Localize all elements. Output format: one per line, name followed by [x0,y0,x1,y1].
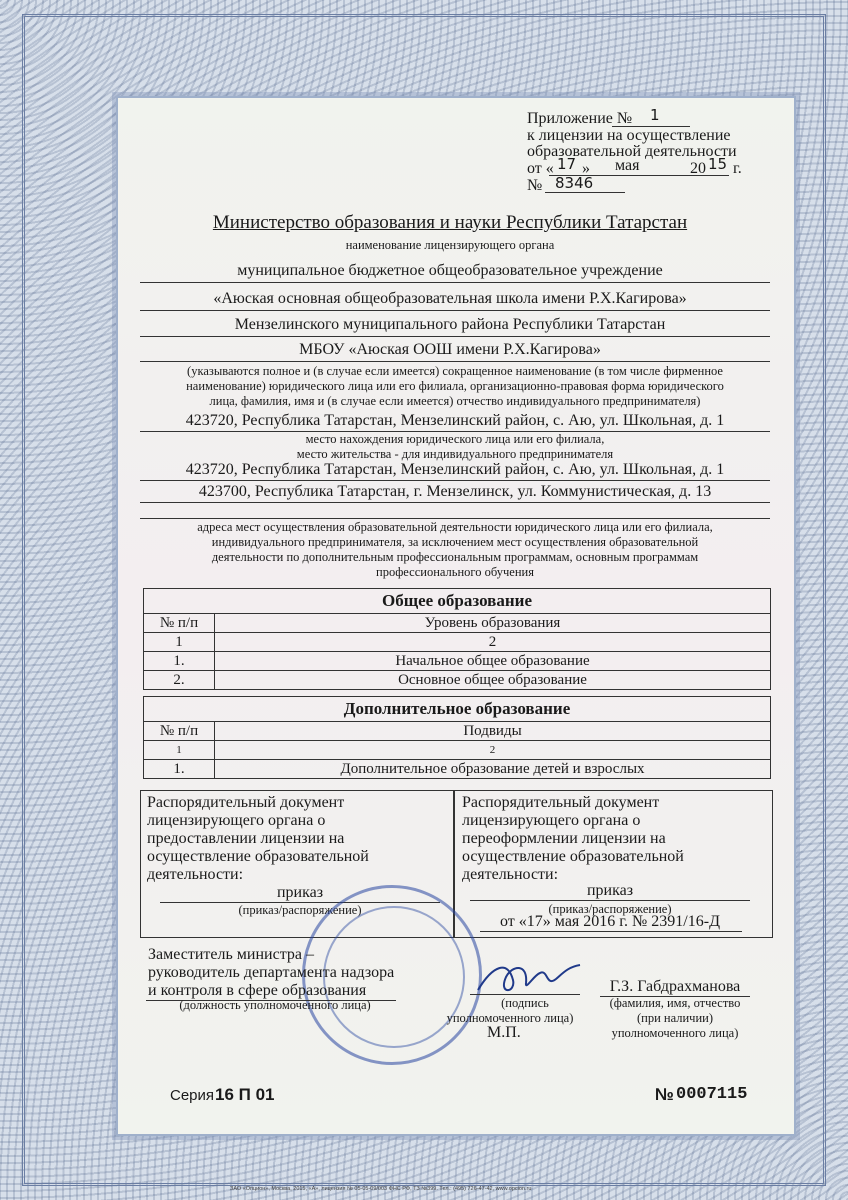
location-caption-2: место жительства - для индивидуального предпринимателя [296,447,614,461]
location-caption-1: место нахождения юридического лица или его филиала, [305,432,605,446]
stamp-place: М.П. [487,1024,521,1041]
appendix-number: 1 [650,106,660,124]
license-number-label: № [527,177,543,194]
org-caption-1: (указываются полное и (в случае если имеется) сокращенное наименование (в том числе фирменное [187,364,723,378]
row-value: Дополнительное образование детей и взрослых [215,760,771,779]
org-line1: муниципальное бюджетное общеобразовательное учреждение [237,262,663,279]
col-header-num: № п/п [144,722,215,741]
index-cell: 1 [144,633,215,652]
signer-name: Г.З. Габдрахманова [609,978,741,995]
activity-caption-4: профессионального обучения [376,565,534,579]
org-line4: МБОУ «Аюская ООШ имени Р.Х.Кагирова» [299,341,601,358]
reissue-line3: переоформлении лицензии на [462,830,666,847]
reissue-line4: осуществление образовательной [462,848,684,865]
reissue-doc-caption: (приказ/распоряжение) [548,902,672,916]
signature-caption-1: (подпись [501,996,549,1010]
signer-caption-3: уполномоченного лица) [611,1026,739,1040]
printer-footer: ЗАО «Опцион», Москва, 2015, «А», лицензия № 05-05-09/003 ФНС РФ, ТЗ №399. Тел.: (495) 726-47-42, www.opcion.ru [230,1186,532,1192]
authority-name: Министерство образования и науки Республики Татарстан [212,212,688,233]
index-cell: 2 [215,633,771,652]
signer-position-3: и контроля в сфере образования [148,982,367,999]
grant-doc-type: приказ [276,884,324,901]
signature-caption-2: уполномоченного лица) [446,1011,574,1025]
location-address: 423720, Республика Татарстан, Мензелинский район, с. Аю, ул. Школьная, д. 1 [185,412,725,429]
table-row [144,760,771,779]
form-number-label: № [655,1085,674,1104]
activity-caption-1: адреса мест осуществления образовательной деятельности юридического лица или его филиала, [197,520,713,534]
signer-position-2: руководитель департамента надзора [148,964,395,981]
license-number: 8346 [555,174,594,192]
appendix-date-mid: » [582,160,590,177]
col-header-level: Уровень образования [215,614,771,633]
row-value: Начальное общее образование [215,652,771,671]
reissue-doc-type: приказ [586,882,634,899]
general-education-table [143,588,771,690]
appendix-year-prefix: 20 [690,160,706,177]
grant-doc-caption: (приказ/распоряжение) [238,903,362,917]
position-caption: (должность уполномоченного лица) [179,998,371,1012]
appendix-date-prefix: от « [527,160,554,177]
signer-position-1: Заместитель министра – [148,946,314,963]
grant-line2: лицензирующего органа о [147,812,326,829]
additional-education-title: Дополнительное образование [144,697,771,722]
org-line3: Мензелинского муниципального района Республики Татарстан [234,316,666,333]
activity-address-1: 423720, Республика Татарстан, Мензелинский район, с. Аю, ул. Школьная, д. 1 [185,461,725,478]
row-number: 2. [144,671,215,690]
index-cell: 1 [144,741,215,760]
general-education-title: Общее образование [144,589,771,614]
org-line2: «Аюская основная общеобразовательная школа имени Р.Х.Кагирова» [213,290,687,307]
signer-caption-2: (при наличии) [636,1011,714,1025]
col-header-num: № п/п [144,614,215,633]
row-value: Основное общее образование [215,671,771,690]
table-row [144,671,771,690]
appendix-line3: образовательной деятельности [527,143,737,160]
authority-caption: наименование лицензирующего органа [345,238,555,252]
index-cell: 2 [215,741,771,760]
org-caption-2: наименование) юридического лица или его филиала, организационно-правовая форма юридического [186,379,724,393]
activity-address-2: 423700, Республика Татарстан, г. Мензелинск, ул. Коммунистическая, д. 13 [198,483,712,500]
series-label: Серия [170,1087,215,1104]
grant-line1: Распорядительный документ [147,794,345,811]
reissue-doc-date: от «17» мая 2016 г. № 2391/16-Д [500,913,720,930]
appendix-month: мая [615,157,640,174]
series-value: 16 П 01 [215,1085,275,1104]
row-number: 1. [144,760,215,779]
appendix-year-end: г. [733,160,742,177]
signer-caption-1: (фамилия, имя, отчество [609,996,741,1010]
appendix-line2: к лицензии на осуществление [527,127,731,144]
reissue-line1: Распорядительный документ [462,794,660,811]
row-number: 1. [144,652,215,671]
activity-caption-2: индивидуального предпринимателя, за исключением мест осуществления образовательной [211,535,699,549]
appendix-year: 15 [708,155,728,173]
appendix-label: Приложение № [527,110,633,127]
grant-line5: деятельности: [147,866,244,883]
org-caption-3: лица, фамилия, имя и (в случае если имеется) отчество индивидуального предпринимателя) [209,394,701,408]
col-header-subtype: Подвиды [215,722,771,741]
reissue-line2: лицензирующего органа о [462,812,641,829]
additional-education-table [143,696,771,779]
reissue-line5: деятельности: [462,866,559,883]
form-number: 0007115 [676,1085,748,1104]
grant-line3: предоставлении лицензии на [147,830,345,847]
table-row [144,652,771,671]
grant-line4: осуществление образовательной [147,848,369,865]
appendix-day: 17 [557,155,577,173]
activity-caption-3: деятельности по дополнительным профессиональным программам, основным программам [211,550,699,564]
